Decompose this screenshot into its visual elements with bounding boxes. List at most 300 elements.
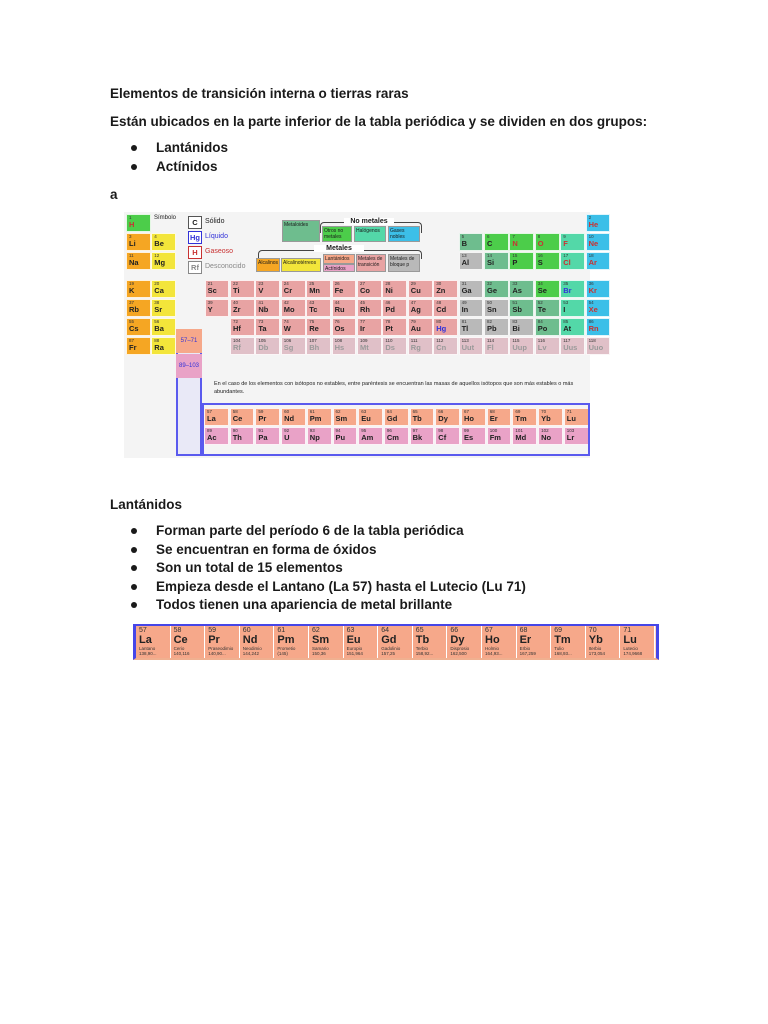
element-symbol: Tc xyxy=(309,305,318,314)
element-number: 83 xyxy=(512,319,518,324)
bullet-icon xyxy=(131,565,137,571)
element-cell xyxy=(509,280,534,298)
element-cell xyxy=(484,299,509,317)
element-symbol: B xyxy=(461,239,468,248)
element-number: 65 xyxy=(415,627,424,634)
element-symbol: Lu xyxy=(623,634,637,646)
lanthanide-cell xyxy=(482,626,517,658)
element-symbol: Nd xyxy=(284,414,295,423)
element-number: 52 xyxy=(537,300,543,305)
element-symbol: Ag xyxy=(410,305,421,314)
element-number: 62 xyxy=(335,409,341,414)
element-symbol: Kr xyxy=(588,286,597,295)
element-cell xyxy=(535,337,560,355)
element-symbol: Eu xyxy=(346,634,361,646)
element-symbol: Bi xyxy=(512,324,520,333)
element-number: 93 xyxy=(309,428,315,433)
element-symbol: Yb xyxy=(541,414,551,423)
element-number: 68 xyxy=(519,627,528,634)
element-symbol: Rf xyxy=(233,343,241,352)
element-number: 63 xyxy=(346,627,355,634)
element-symbol: Pt xyxy=(385,324,393,333)
element-cell xyxy=(509,318,534,336)
list-item xyxy=(130,578,526,597)
lanthanides-title: Lantánidos xyxy=(110,497,183,512)
element-symbol: U xyxy=(284,433,290,442)
element-symbol: He xyxy=(588,220,599,229)
element-cell xyxy=(408,318,433,336)
element-number: 30 xyxy=(436,281,442,286)
element-number: 42 xyxy=(283,300,289,305)
element-number: 25 xyxy=(309,281,315,286)
element-symbol: Pa xyxy=(258,433,268,442)
element-symbol: Rb xyxy=(129,305,139,314)
element-symbol: Cs xyxy=(129,324,139,333)
element-cell xyxy=(126,299,151,317)
element-number: 108 xyxy=(334,338,343,343)
element-cell xyxy=(459,299,484,317)
element-number: 73 xyxy=(258,319,264,324)
element-number: 12 xyxy=(154,253,160,258)
element-symbol: C xyxy=(487,239,493,248)
element-symbol: Na xyxy=(129,258,139,267)
periodic-table-image xyxy=(124,212,604,458)
element-cell xyxy=(382,337,407,355)
element-symbol: Pm xyxy=(309,414,322,423)
element-symbol: Ar xyxy=(588,258,597,267)
list-item xyxy=(130,522,526,541)
element-symbol: S xyxy=(537,258,543,267)
element-cell xyxy=(560,252,585,270)
element-symbol: Lv xyxy=(537,343,547,352)
element-number: 51 xyxy=(512,300,518,305)
element-cell xyxy=(332,318,357,336)
element-number: 113 xyxy=(461,338,469,343)
element-number: 103 xyxy=(566,428,575,433)
element-mass: 162,500 xyxy=(450,651,467,656)
element-symbol: In xyxy=(461,305,469,314)
element-symbol: Dy xyxy=(438,414,448,423)
element-mass: 167,259 xyxy=(519,651,536,656)
element-symbol: Np xyxy=(309,433,320,442)
category-metaloides: Metaloides xyxy=(282,220,320,242)
element-number: 56 xyxy=(154,319,160,324)
element-number: 61 xyxy=(309,409,315,414)
element-symbol: Bh xyxy=(309,343,320,352)
element-number: 31 xyxy=(461,281,467,286)
element-number: 66 xyxy=(450,627,459,634)
element-number: 76 xyxy=(334,319,340,324)
actinide-series-label: 89–103 xyxy=(176,354,202,378)
element-number: 36 xyxy=(588,281,594,286)
element-mass: 150,36 xyxy=(312,651,326,656)
element-number: 82 xyxy=(487,319,493,324)
element-number: 13 xyxy=(461,253,467,258)
element-name: Lutecio xyxy=(623,646,638,651)
element-number: 9 xyxy=(563,234,566,239)
element-cell xyxy=(535,318,560,336)
element-cell xyxy=(459,252,484,270)
lanthanide-cell xyxy=(205,626,240,658)
element-symbol: Tb xyxy=(412,414,422,423)
element-number: 7 xyxy=(512,234,515,239)
element-cell xyxy=(586,318,611,336)
element-number: 33 xyxy=(512,281,518,286)
element-symbol: Fe xyxy=(334,286,344,295)
element-cell xyxy=(586,214,611,232)
element-symbol: Cu xyxy=(410,286,421,295)
element-number: 39 xyxy=(207,300,213,305)
element-number: 87 xyxy=(129,338,135,343)
lanthanide-cell xyxy=(620,626,655,658)
legend-unknown-label: Desconocido xyxy=(205,263,246,270)
element-name: Europio xyxy=(346,646,363,651)
element-symbol: Cd xyxy=(436,305,447,314)
element-symbol: W xyxy=(283,324,291,333)
element-symbol: N xyxy=(512,239,518,248)
element-symbol: Sm xyxy=(312,634,330,646)
element-cell xyxy=(255,280,280,298)
element-symbol: Tb xyxy=(415,634,430,646)
bullet-icon xyxy=(131,528,137,534)
element-number: 106 xyxy=(283,338,292,343)
legend-unknown-box: Rf xyxy=(188,261,202,274)
legend-symbol-label: Símbolo xyxy=(154,215,177,221)
element-number: 49 xyxy=(461,300,467,305)
element-symbol: Co xyxy=(360,286,370,295)
element-symbol: Ra xyxy=(154,343,164,352)
element-number: 84 xyxy=(537,319,543,324)
element-number: 53 xyxy=(563,300,569,305)
element-symbol: Eu xyxy=(361,414,371,423)
element-name: Lantano xyxy=(139,646,156,651)
element-cell xyxy=(205,280,230,298)
element-number: 89 xyxy=(207,428,213,433)
element-symbol: Pm xyxy=(277,634,295,646)
element-symbol: Ca xyxy=(154,286,164,295)
element-symbol: Pb xyxy=(487,324,497,333)
element-cell xyxy=(509,299,534,317)
element-symbol: Ho xyxy=(464,414,474,423)
element-symbol: Md xyxy=(515,433,527,442)
category-alcalinos: Alcalinos xyxy=(256,258,280,272)
list-item xyxy=(130,541,526,560)
legend-liquid-box: Hg xyxy=(190,233,200,242)
element-cell xyxy=(433,337,458,355)
element-cell xyxy=(126,214,151,232)
facts-list xyxy=(130,522,526,615)
element-number: 57 xyxy=(139,627,147,634)
legend-gas-label: Gaseoso xyxy=(205,248,234,255)
element-number: 21 xyxy=(207,281,213,286)
element-cell xyxy=(230,318,255,336)
element-mass: 151,964 xyxy=(346,651,363,656)
element-symbol: La xyxy=(207,414,216,423)
element-symbol: I xyxy=(563,305,566,314)
lanthanide-cell xyxy=(378,626,413,658)
element-number: 95 xyxy=(361,428,367,433)
element-number: 71 xyxy=(623,627,632,634)
element-number: 23 xyxy=(258,281,264,286)
element-number: 54 xyxy=(588,300,594,305)
element-mass: 173,054 xyxy=(588,651,606,656)
element-symbol: Nd xyxy=(242,634,258,646)
element-symbol: Sc xyxy=(207,286,217,295)
element-symbol: Uus xyxy=(563,343,578,352)
element-number: 100 xyxy=(489,428,498,433)
element-symbol: Ba xyxy=(154,324,164,333)
element-cell xyxy=(484,318,509,336)
element-cell xyxy=(306,299,331,317)
element-number: 24 xyxy=(283,281,289,286)
element-name: Neodimio xyxy=(242,646,262,651)
element-symbol: Ta xyxy=(258,324,267,333)
element-number: 112 xyxy=(436,338,444,343)
element-mass: (145) xyxy=(277,651,288,656)
element-symbol: Br xyxy=(563,286,572,295)
element-symbol: Te xyxy=(537,305,546,314)
element-cell xyxy=(459,337,484,355)
list-item-label: Todos tienen una apariencia de metal brillante xyxy=(156,597,453,612)
element-cell xyxy=(586,233,611,251)
element-number: 70 xyxy=(541,409,547,414)
list-item-label: Actínidos xyxy=(156,158,218,174)
element-number: 86 xyxy=(588,319,594,324)
element-symbol: Ac xyxy=(207,433,217,442)
element-number: 74 xyxy=(283,319,289,324)
element-mass: 138,90... xyxy=(139,651,157,656)
element-number: 41 xyxy=(258,300,264,305)
element-symbol: Bk xyxy=(412,433,423,442)
element-symbol: Am xyxy=(361,433,374,442)
element-symbol: Tm xyxy=(554,634,571,646)
element-number: 61 xyxy=(277,627,286,634)
element-number: 64 xyxy=(386,409,392,414)
element-cell xyxy=(332,337,357,355)
element-mass: 168,93... xyxy=(554,651,572,656)
element-cell xyxy=(126,280,151,298)
element-name: Tulio xyxy=(554,646,564,651)
element-symbol: Er xyxy=(489,414,498,423)
element-symbol: Au xyxy=(410,324,421,333)
element-symbol: Mn xyxy=(309,286,321,295)
element-number: 58 xyxy=(232,409,238,414)
element-number: 77 xyxy=(360,319,366,324)
nonmetals-title: No metales xyxy=(344,218,394,225)
bullet-icon xyxy=(131,164,137,170)
element-symbol: Ge xyxy=(487,286,498,295)
element-number: 70 xyxy=(588,627,597,634)
element-symbol: Re xyxy=(309,324,319,333)
element-symbol: Fr xyxy=(129,343,137,352)
element-number: 92 xyxy=(284,428,290,433)
element-cell xyxy=(126,318,151,336)
element-cell xyxy=(151,318,176,336)
element-symbol: La xyxy=(139,634,152,646)
element-number: 3 xyxy=(129,234,132,239)
element-symbol: Ds xyxy=(385,343,395,352)
element-symbol: Mo xyxy=(283,305,295,314)
element-number: 118 xyxy=(588,338,596,343)
element-symbol: Y xyxy=(207,305,213,314)
element-number: 20 xyxy=(154,281,160,286)
element-cell xyxy=(205,299,230,317)
element-symbol: Zn xyxy=(436,286,446,295)
element-symbol: H xyxy=(129,220,135,229)
element-number: 114 xyxy=(487,338,495,343)
element-symbol: Th xyxy=(232,433,242,442)
element-number: 38 xyxy=(154,300,160,305)
element-number: 90 xyxy=(232,428,238,433)
element-symbol: Ti xyxy=(233,286,240,295)
element-cell xyxy=(255,299,280,317)
page-heading: Elementos de transición interna o tierras raras xyxy=(110,86,409,101)
element-symbol: K xyxy=(129,286,135,295)
element-number: 47 xyxy=(410,300,416,305)
element-number: 44 xyxy=(334,300,340,305)
element-number: 57 xyxy=(207,409,213,414)
element-cell xyxy=(306,337,331,355)
element-number: 78 xyxy=(385,319,391,324)
element-number: 37 xyxy=(129,300,135,305)
element-mass: 158,92... xyxy=(415,651,434,656)
element-symbol: Ni xyxy=(385,286,393,295)
metals-title: Metales xyxy=(314,245,364,252)
element-number: 94 xyxy=(335,428,341,433)
element-number: 22 xyxy=(233,281,239,286)
element-symbol: Ce xyxy=(232,414,243,423)
element-mass: 164,93... xyxy=(485,651,503,656)
element-cell xyxy=(230,280,255,298)
element-number: 8 xyxy=(537,234,541,239)
element-cell xyxy=(126,252,151,270)
list-item-label: Empieza desde el Lantano (La 57) hasta el Lutecio (Lu 71) xyxy=(156,578,526,594)
element-cell xyxy=(151,280,176,298)
element-cell xyxy=(151,299,176,317)
element-number: 62 xyxy=(312,627,320,634)
element-cell xyxy=(306,280,331,298)
element-symbol: Sr xyxy=(154,305,163,314)
element-number: 98 xyxy=(438,428,444,433)
element-number: 46 xyxy=(385,300,391,305)
list-item xyxy=(130,559,526,578)
stray-letter: a xyxy=(110,187,118,202)
lanthanide-series-label: 57–71 xyxy=(176,329,202,353)
element-number: 5 xyxy=(461,234,465,239)
lanthanide-cell xyxy=(240,626,275,658)
element-name: Gadolinio xyxy=(381,646,401,651)
element-cell xyxy=(281,337,306,355)
element-cell xyxy=(382,299,407,317)
element-cell xyxy=(255,318,280,336)
element-cell xyxy=(230,337,255,355)
element-number: 81 xyxy=(461,319,467,324)
element-cell xyxy=(281,299,306,317)
element-symbol: Al xyxy=(461,258,470,267)
element-number: 109 xyxy=(360,338,368,343)
lanthanide-cell xyxy=(551,626,586,658)
element-symbol: Rg xyxy=(410,343,421,352)
element-number: 64 xyxy=(381,627,389,634)
element-number: 85 xyxy=(563,319,569,324)
element-number: 17 xyxy=(563,253,569,258)
element-number: 16 xyxy=(537,253,543,258)
element-symbol: Uup xyxy=(512,343,527,352)
element-cell xyxy=(408,337,433,355)
legend-liquid-label: Líquido xyxy=(205,233,228,240)
category-transicion: Metales de transición xyxy=(356,254,386,272)
element-number: 101 xyxy=(515,428,523,433)
element-mass: 174,9668 xyxy=(623,651,643,656)
element-name: Terbio xyxy=(415,646,429,651)
element-cell xyxy=(230,299,255,317)
element-number: 32 xyxy=(487,281,493,286)
element-cell xyxy=(151,337,176,355)
element-number: 59 xyxy=(258,409,264,414)
element-symbol: Mg xyxy=(154,258,166,267)
element-cell xyxy=(433,280,458,298)
element-symbol: Ne xyxy=(588,239,599,248)
element-symbol: Rn xyxy=(588,324,599,333)
element-cell xyxy=(357,280,382,298)
element-symbol: Uuo xyxy=(588,343,604,352)
lanthanide-cell xyxy=(413,626,448,658)
element-cell xyxy=(151,233,176,251)
element-number: 68 xyxy=(489,409,495,414)
element-number: 50 xyxy=(487,300,493,305)
element-symbol: Po xyxy=(537,324,548,333)
lanthanide-cell xyxy=(171,626,206,658)
list-item-label: Forman parte del período 6 de la tabla periódica xyxy=(156,523,464,538)
element-number: 80 xyxy=(436,319,442,324)
element-number: 67 xyxy=(464,409,470,414)
element-symbol: Sb xyxy=(512,305,522,314)
lanthanide-cell xyxy=(274,626,309,658)
list-item-label: Lantánidos xyxy=(156,140,229,155)
element-symbol: Er xyxy=(519,634,532,646)
element-symbol: Sg xyxy=(283,343,294,352)
element-cell xyxy=(459,318,484,336)
element-cell xyxy=(535,280,560,298)
element-number: 66 xyxy=(438,409,444,414)
element-symbol: Pr xyxy=(208,634,220,646)
element-symbol: Gd xyxy=(386,414,398,423)
element-cell xyxy=(306,318,331,336)
element-number: 63 xyxy=(361,409,367,414)
element-symbol: Xe xyxy=(588,305,598,314)
element-cell xyxy=(484,252,509,270)
element-number: 59 xyxy=(208,627,216,634)
legend-solid-label: Sólido xyxy=(205,218,225,225)
element-cell xyxy=(586,252,611,270)
element-symbol: Zr xyxy=(233,305,241,314)
element-cell xyxy=(560,318,585,336)
element-cell xyxy=(586,299,611,317)
element-symbol: Yb xyxy=(588,634,603,646)
element-number: 29 xyxy=(410,281,416,286)
element-cell xyxy=(357,299,382,317)
element-symbol: Ru xyxy=(334,305,345,314)
element-cell xyxy=(151,252,176,270)
element-name: Samario xyxy=(312,646,329,651)
lanthanide-strip-image xyxy=(133,624,659,660)
element-cell xyxy=(509,252,534,270)
element-symbol: Ir xyxy=(360,324,366,333)
element-number: 117 xyxy=(563,338,571,343)
element-cell xyxy=(484,337,509,355)
element-symbol: Si xyxy=(487,258,495,267)
element-cell xyxy=(560,280,585,298)
